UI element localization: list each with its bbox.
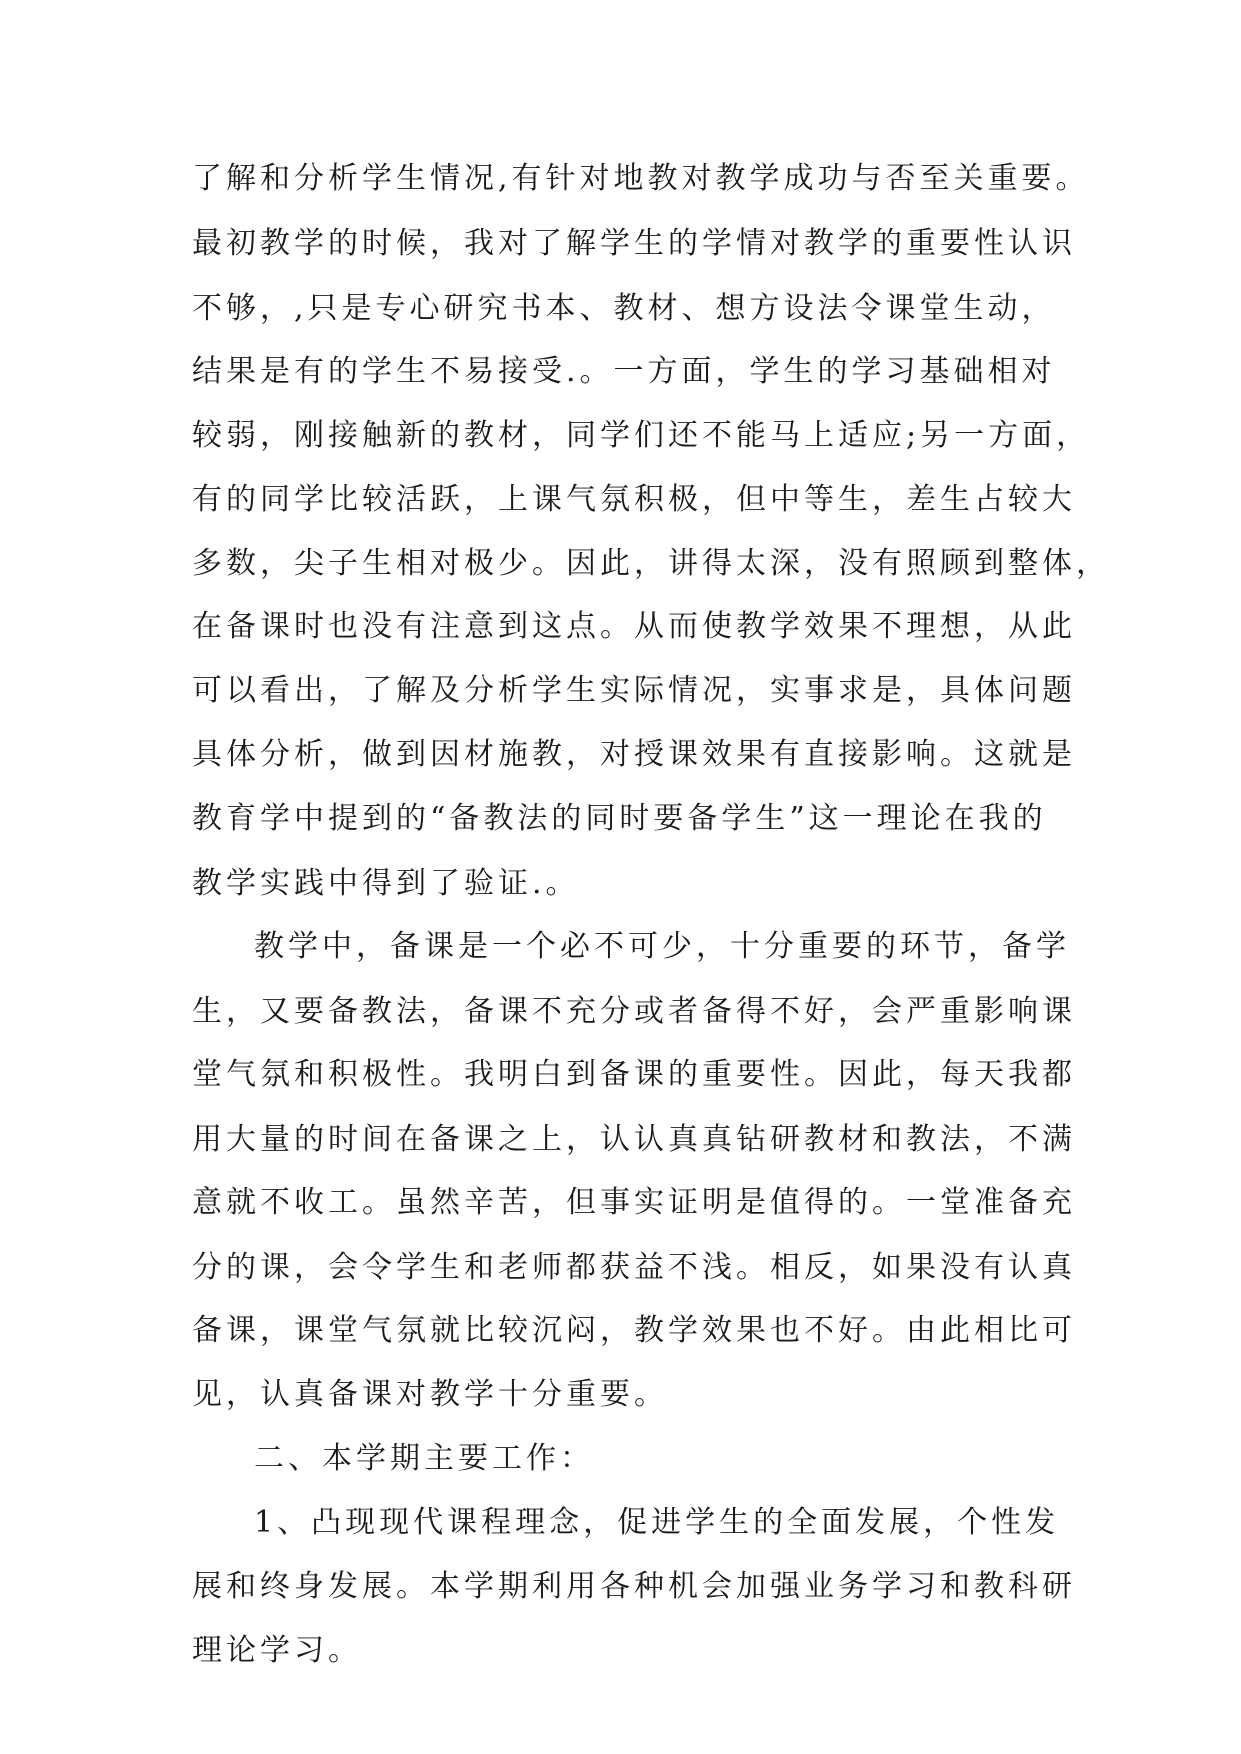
paragraph-line: 用大量的时间在备课之上，认认真真钻研教材和教法，不满 <box>192 1122 1076 1157</box>
paragraph-line: 较弱，刚接触新的教材，同学们还不能马上适应;另一方面， <box>192 418 1091 453</box>
paragraph-line: 教育学中提到的“备教法的同时要备学生”这一理论在我的 <box>192 801 1047 836</box>
paragraph-line: 意就不收工。虽然辛苦，但事实证明是值得的。一堂准备充 <box>192 1185 1076 1220</box>
paragraph-line: 在备课时也没有注意到这点。从而使教学效果不理想，从此 <box>192 609 1076 644</box>
paragraph-line: 1、凸现现代课程理念，促进学生的全面发展，个性发 <box>254 1505 1060 1540</box>
paragraph-line: 分的课，会令学生和老师都获益不浅。相反，如果没有认真 <box>192 1250 1076 1285</box>
paragraph-line: 可以看出，了解及分析学生实际情况，实事求是，具体问题 <box>192 673 1076 708</box>
paragraph-line: 最初教学的时候，我对了解学生的学情对教学的重要性认识 <box>192 226 1076 261</box>
paragraph-line: 具体分析，做到因材施教，对授课效果有直接影响。这就是 <box>192 737 1076 772</box>
section-heading: 二、本学期主要工作： <box>254 1441 594 1476</box>
paragraph-line: 了解和分析学生情况,有针对地教对教学成功与否至关重要。 <box>192 161 1090 196</box>
paragraph-line: 有的同学比较活跃，上课气氛积极，但中等生，差生占较大 <box>192 482 1076 517</box>
paragraph-line: 见，认真备课对教学十分重要。 <box>192 1377 668 1412</box>
paragraph-line: 生，又要备教法，备课不充分或者备得不好，会严重影响课 <box>192 994 1076 1029</box>
paragraph-line: 不够，,只是专心研究书本、教材、想方设法令课堂生动， <box>192 291 1056 326</box>
paragraph-line: 理论学习。 <box>192 1633 362 1668</box>
paragraph-line: 教学中，备课是一个必不可少，十分重要的环节，备学 <box>254 929 1070 964</box>
paragraph-line: 结果是有的学生不易接受.。一方面，学生的学习基础相对 <box>192 354 1056 389</box>
paragraph-line: 教学实践中得到了验证.。 <box>192 866 580 901</box>
paragraph-line: 堂气氛和积极性。我明白到备课的重要性。因此，每天我都 <box>192 1057 1076 1092</box>
paragraph-line: 多数，尖子生相对极少。因此，讲得太深，没有照顾到整体， <box>192 546 1110 581</box>
paragraph-line: 展和终身发展。本学期利用各种机会加强业务学习和教科研 <box>192 1569 1076 1604</box>
paragraph-line: 备课，课堂气氛就比较沉闷，教学效果也不好。由此相比可 <box>192 1313 1076 1348</box>
